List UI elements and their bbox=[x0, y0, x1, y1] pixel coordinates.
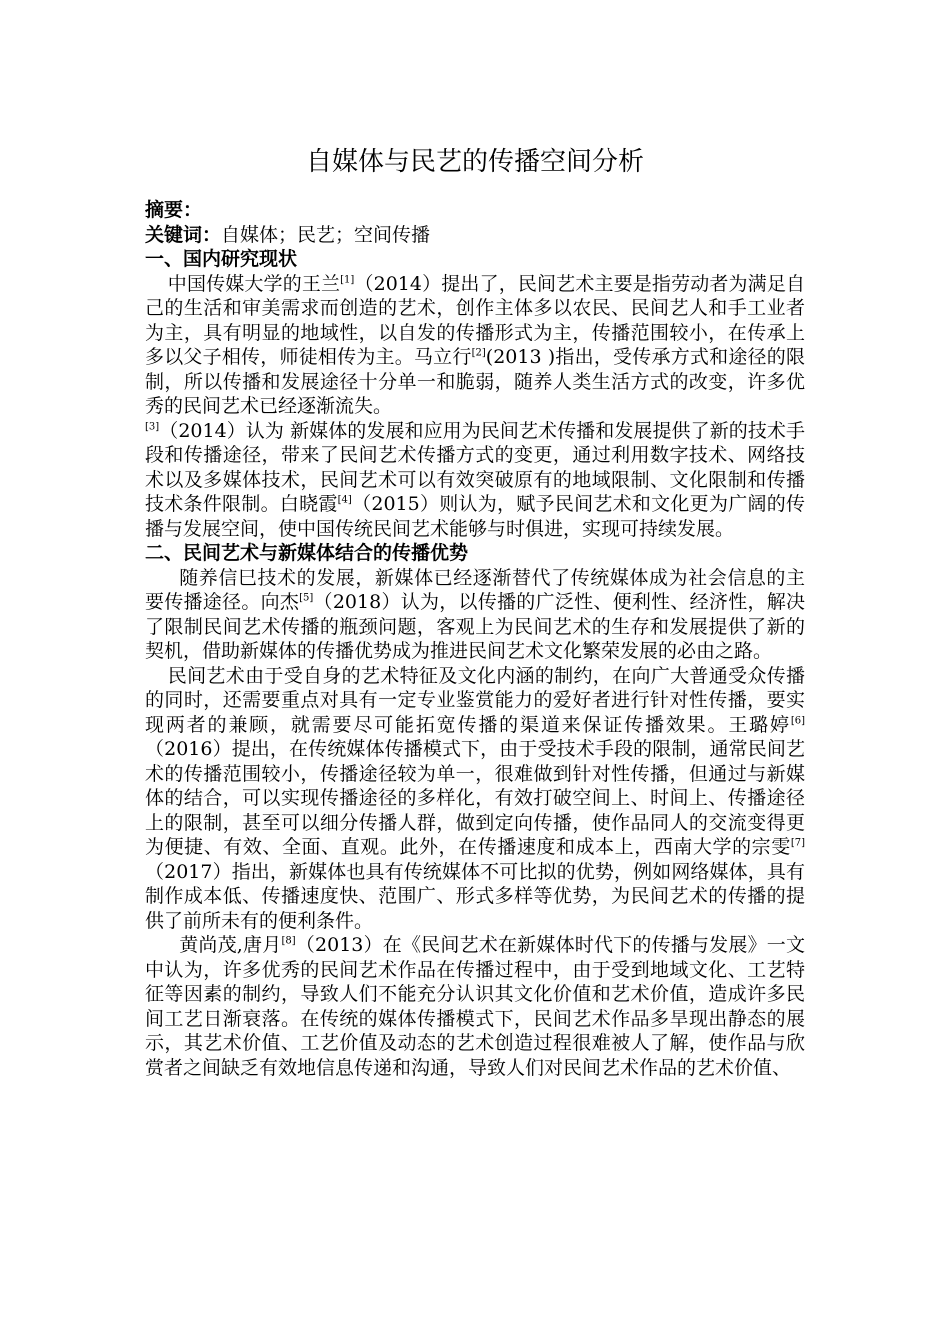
citation-ref: [5] bbox=[299, 592, 314, 604]
paragraph-text: 黄尚茂,唐月 bbox=[179, 934, 282, 956]
paragraph-text: 中国传媒大学的王兰 bbox=[167, 272, 341, 295]
paragraph-text: （2018）认为，以传播的广泛性、便利性、经济性，解决了限制民间艺术传播的瓶颈问题，客观上为民间艺术的生存和发展提供了新的契机，借助新媒体的传播优势成为推进民间艺术文化繁荣发展的必由之路。 bbox=[145, 591, 805, 662]
paragraph-text: 随养信巳技术的发展，新媒体已经逐渐替代了传统媒体成为社会信息的主要传播途径。向杰 bbox=[145, 566, 805, 613]
keywords-label: 关键词： bbox=[145, 223, 222, 246]
paragraph bbox=[145, 272, 805, 419]
citation-ref: [1] bbox=[340, 274, 355, 286]
paragraph-text: （2014）认为 新媒体的发展和应用为民间艺术传播和发展提供了新的技术手段和传播途径，带来了民间艺术传播方式的变更，通过利用数字技术、网络技术以及多媒体技术，民间艺术可以有效突破原有的地域限制、文化限制和传播技术条件限制。白晓霞 bbox=[145, 419, 805, 515]
citation-ref: [4] bbox=[337, 494, 352, 506]
citation-ref: [3] bbox=[145, 421, 160, 433]
paragraph-text: （2017）指出，新媒体也具有传统媒体不可比拟的优势，例如网络媒体，具有制作成本低、传播速度快、范围广、形式多样等优势，为民间艺术的传播的提供了前所未有的便利条件。 bbox=[145, 860, 805, 932]
paragraph-text: （2014）提出了，民间艺术主要是指劳动者为满足自己的生活和审美需求而创造的艺术，创作主体多以农民、民间艺人和手工业者为主，具有明显的地域性，以自发的传播形式为主，传播范围较小，在传承上多以父子相传，师徒相传为主。马立行 bbox=[145, 272, 805, 368]
paragraph bbox=[145, 419, 805, 542]
keywords-line bbox=[145, 223, 805, 248]
paragraph bbox=[145, 933, 805, 1080]
citation-ref: [8] bbox=[281, 935, 296, 947]
section-heading-2: 二、民间艺术与新媒体结合的传播优势 bbox=[145, 542, 469, 564]
abstract-label: 摘要： bbox=[145, 199, 203, 221]
citation-ref: [6] bbox=[790, 715, 805, 727]
paragraph-text: (2013 )指出，受传承方式和途径的限制，所以传播和发展途径十分单一和脆弱，随养人类生活方式的改变，许多优秀的民间艺术已经逐渐流失。 bbox=[145, 346, 805, 417]
paragraph-text: （2015）则认为，赋予民间艺术和文化更为广阔的传播与发展空间，使中国传统民间艺术能够与时俱进，实现可持续发展。 bbox=[145, 493, 805, 540]
citation-ref: [7] bbox=[790, 837, 805, 849]
citation-ref: [2] bbox=[471, 347, 486, 359]
keywords-value: 自媒体；民艺；空间传播 bbox=[221, 223, 431, 246]
section-heading-1: 一、国内研究现状 bbox=[145, 248, 298, 270]
paragraph-text: 民间艺术由于受自身的艺术特征及文化内涵的制约，在向广大普通受众传播的同时，还需要重点对具有一定专业鉴赏能力的爱好者进行针对性传播，要实现两者的兼顾，就需要尽可能拓宽传播的渠道来保证传播效果。王璐婷 bbox=[145, 664, 805, 736]
paragraph-text: （2016）提出，在传统媒体传播模式下，由于受技术手段的限制，通常民间艺术的传播范围较小，传播途径较为单一，很难做到针对性传播，但通过与新媒体的结合，可以实现传播途径的多样化，有效打破空间上、时间上、传播途径上的限制，甚至可以细分传播人群，做到定向传播，使作品同人的交流变得更为便捷、有效、全面、直观。此外，在传播速度和成本上，西南大学的宗雯 bbox=[145, 738, 805, 858]
paragraph bbox=[145, 566, 805, 664]
paragraph bbox=[145, 664, 805, 934]
document-page bbox=[145, 140, 805, 1080]
paragraph-text: （2013）在《民间艺术在新媒体时代下的传播与发展》一文中认为，许多优秀的民间艺术作品在传播过程中，由于受到地域文化、工艺特征等因素的制约，导致人们不能充分认识其文化价值和艺术价值，造成许多民间工艺日渐衰落。在传统的媒体传播模式下，民间艺术作品多旱现出静态的展示，其艺术价值、工艺价值及动态的艺术创造过程很难被人了解，使作品与欣赏者之间缺乏有效地信息传递和沟通，导致人们对民间艺术作品的艺术价值、 bbox=[145, 934, 805, 1079]
document-title: 自媒体与民艺的传播空间分析 bbox=[305, 147, 644, 177]
